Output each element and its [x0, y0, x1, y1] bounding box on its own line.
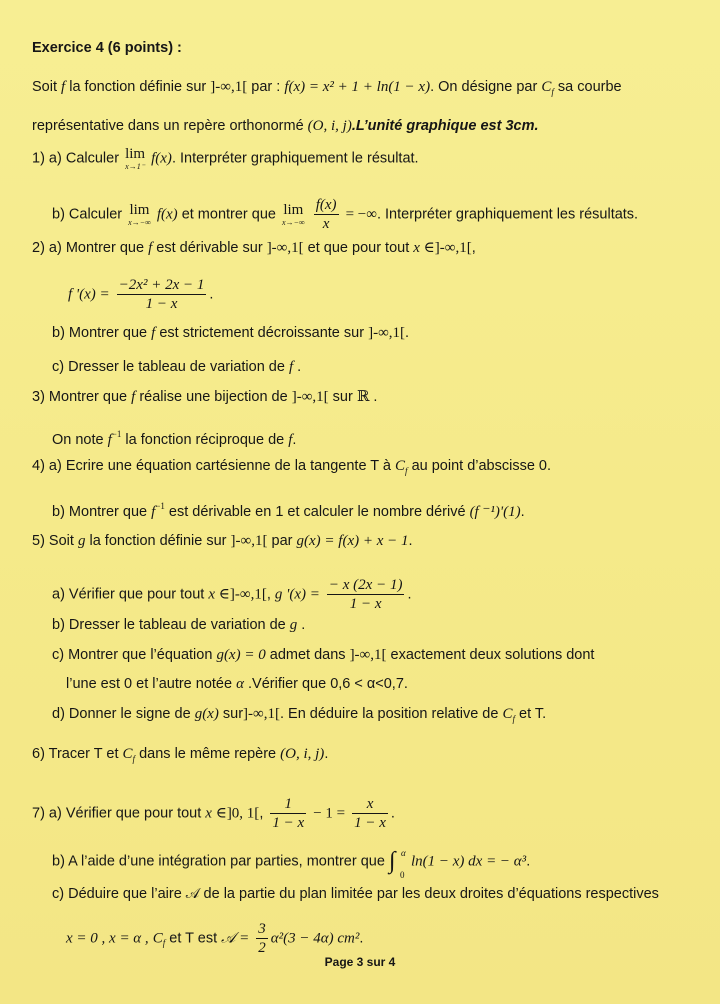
q4b: b) Montrer que $f^{-1}$ est dérivable en 1 et calculer le nombre dérivé (f ⁻¹)'(1). [52, 501, 525, 520]
q5c-2: l’une est 0 et l’autre notée α .Vérifier que 0,6 < α<0,7. [66, 676, 408, 692]
fx-over-x: $\frac{f(x)}{x}$ [315, 197, 337, 232]
q5c: c) Montrer que l’équation g(x) = 0 admet dans ]-∞,1[ exactement deux solutions dont [52, 647, 595, 663]
q7c: c) Déduire que l’aire 𝒜 de la partie du plan limitée par les deux droites d’équations respectives [52, 886, 659, 902]
limit-minf-2: lim x→−∞ [282, 202, 305, 227]
intro-line-1: Soit f la fonction définie sur ]-∞,1[ par : f(x) = x² + 1 + ln(1 − x). On désigne par $C_f$ sa courbe [32, 79, 622, 97]
q5: 5) Soit g la fonction définie sur ]-∞,1[ par g(x) = f(x) + x − 1. [32, 533, 413, 549]
limit-1: lim x→1⁻ [125, 146, 146, 171]
q2c: c) Dresser le tableau de variation de f . [52, 359, 302, 375]
q7b: b) A l’aide d’une intégration par parties, montrer que ∫ α 0 ln(1 − x) dx = − α³. [52, 848, 531, 880]
q7c-2: x = 0 , x = α , $C_f$ et T est 𝒜 = $\frac{3}{2}$ α²(3 − 4α) cm². [66, 921, 364, 956]
q1b: b) Calculer lim x→−∞ f(x) et montrer que lim x→−∞ $\frac{f(x)}{x}$ = −∞. Interpréter graphiquement les résultats. [52, 197, 639, 232]
q5a: a) Vérifier que pour tout x ∈]-∞,1[, g '(x) = $\frac{- x (2x - 1)}{1 - x}$ . [52, 577, 412, 612]
exercise-title: Exercice 4 (6 points) : [32, 40, 182, 56]
page-footer: Page 3 sur 4 [324, 955, 396, 969]
limit-minf: lim x→−∞ [128, 202, 151, 227]
derivative-formula: f '(x) = $\frac{\text{−2x² + 2x − 1}}{1 - x}$ . [68, 277, 214, 312]
q5b: b) Dresser le tableau de variation de g . [52, 617, 306, 633]
q4a: 4) a) Ecrire une équation cartésienne de la tangente T à $C_f$ au point d’abscisse 0. [32, 458, 552, 476]
q3: 3) Montrer que f réalise une bijection de ]-∞,1[ sur ℝ . [32, 389, 378, 405]
integral-sign: ∫ α 0 [388, 848, 406, 880]
intro-line-2: représentative dans un repère orthonormé (O, i, j).L’unité graphique est 3cm. [32, 118, 539, 134]
q2a: 2) a) Montrer que f est dérivable sur ]-∞,1[ et que pour tout x ∈]-∞,1[, [32, 240, 476, 256]
q2b: b) Montrer que f est strictement décroissante sur ]-∞,1[. [52, 325, 410, 341]
q7a: 7) a) Vérifier que pour tout x ∈]0, 1[, $\frac{1}{1 - x}$ − 1 = $\frac{x}{1 - x}$ . [32, 796, 395, 831]
q3-note: On note $f^{-1}$ la fonction réciproque de f. [52, 429, 297, 448]
q1a: 1) a) Calculer lim x→1⁻ f(x). Interpréter graphiquement le résultat. [32, 146, 419, 171]
q5d: d) Donner le signe de g(x) sur]-∞,1[. En déduire la position relative de $C_f$ et T. [52, 706, 547, 724]
q6: 6) Tracer T et $C_f$ dans le même repère (O, i, j). [32, 746, 329, 764]
